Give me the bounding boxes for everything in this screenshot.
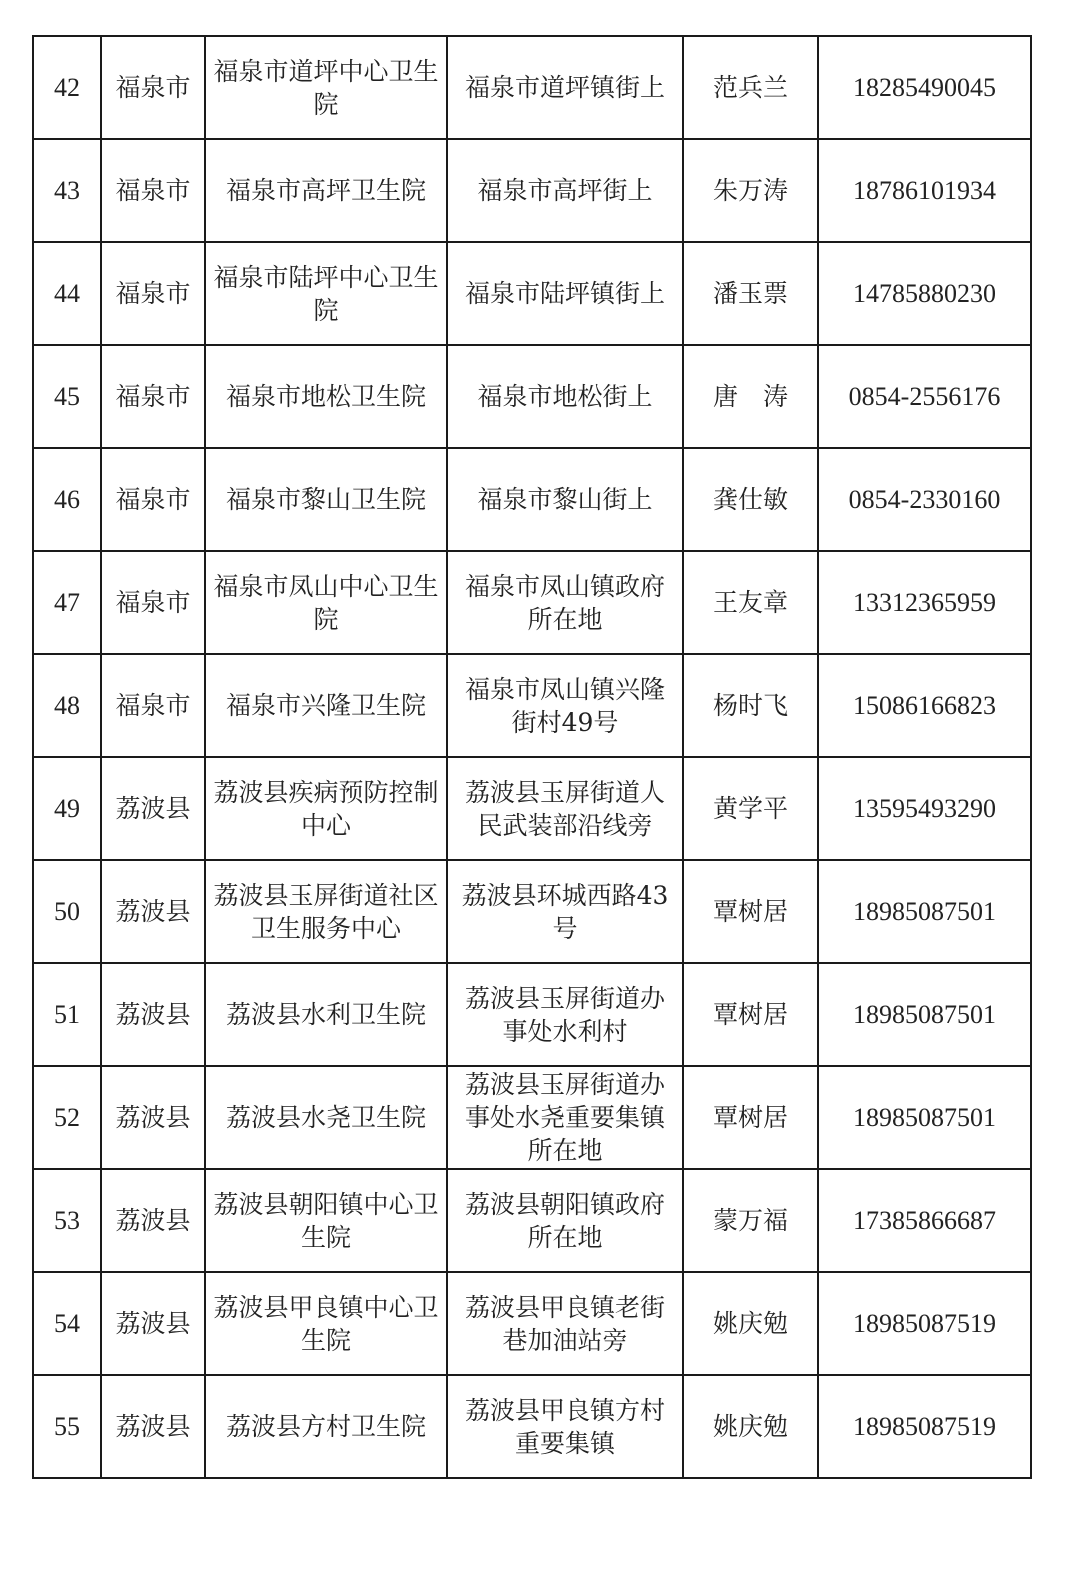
address-cell: 荔波县环城西路43号 (447, 860, 683, 963)
row-number-cell: 44 (33, 242, 101, 345)
organization-cell: 荔波县水尧卫生院 (205, 1066, 447, 1169)
address-cell: 荔波县玉屏街道人民武装部沿线旁 (447, 757, 683, 860)
contact-person-cell: 覃树居 (683, 963, 818, 1066)
contact-person-cell: 唐 涛 (683, 345, 818, 448)
county-cell: 福泉市 (101, 242, 205, 345)
organization-cell: 福泉市黎山卫生院 (205, 448, 447, 551)
contact-person-cell: 龚仕敏 (683, 448, 818, 551)
table-row (33, 242, 1031, 345)
organization-cell: 福泉市陆坪中心卫生院 (205, 242, 447, 345)
contact-person-cell: 蒙万福 (683, 1169, 818, 1272)
contact-person-cell: 覃树居 (683, 1066, 818, 1169)
address-cell: 福泉市陆坪镇街上 (447, 242, 683, 345)
row-number-cell: 49 (33, 757, 101, 860)
organization-cell: 荔波县玉屏街道社区卫生服务中心 (205, 860, 447, 963)
table-row (33, 345, 1031, 448)
phone-cell: 13595493290 (818, 757, 1031, 860)
contact-person-cell: 黄学平 (683, 757, 818, 860)
county-cell: 福泉市 (101, 654, 205, 757)
row-number-cell: 48 (33, 654, 101, 757)
row-number-cell: 46 (33, 448, 101, 551)
table-body (33, 36, 1031, 1478)
row-number-cell: 50 (33, 860, 101, 963)
phone-cell: 18985087519 (818, 1375, 1031, 1478)
address-cell: 福泉市凤山镇政府所在地 (447, 551, 683, 654)
county-cell: 荔波县 (101, 1375, 205, 1478)
address-cell: 福泉市高坪街上 (447, 139, 683, 242)
address-cell: 荔波县朝阳镇政府所在地 (447, 1169, 683, 1272)
clinic-table-container (32, 35, 1030, 1479)
organization-cell: 福泉市地松卫生院 (205, 345, 447, 448)
address-cell: 福泉市凤山镇兴隆街村49号 (447, 654, 683, 757)
table-row (33, 654, 1031, 757)
table-row (33, 1169, 1031, 1272)
row-number-cell: 42 (33, 36, 101, 139)
county-cell: 荔波县 (101, 1272, 205, 1375)
organization-cell: 荔波县朝阳镇中心卫生院 (205, 1169, 447, 1272)
phone-cell: 18985087519 (818, 1272, 1031, 1375)
organization-cell: 福泉市道坪中心卫生院 (205, 36, 447, 139)
table-row (33, 551, 1031, 654)
phone-cell: 18985087501 (818, 860, 1031, 963)
county-cell: 福泉市 (101, 448, 205, 551)
phone-cell: 0854-2330160 (818, 448, 1031, 551)
organization-cell: 福泉市兴隆卫生院 (205, 654, 447, 757)
row-number-cell: 47 (33, 551, 101, 654)
phone-cell: 18786101934 (818, 139, 1031, 242)
phone-cell: 18985087501 (818, 963, 1031, 1066)
phone-cell: 17385866687 (818, 1169, 1031, 1272)
phone-cell: 0854-2556176 (818, 345, 1031, 448)
county-cell: 荔波县 (101, 1169, 205, 1272)
table-row (33, 139, 1031, 242)
table-row (33, 1272, 1031, 1375)
contact-person-cell: 范兵兰 (683, 36, 818, 139)
county-cell: 荔波县 (101, 1066, 205, 1169)
address-cell: 荔波县玉屏街道办事处水利村 (447, 963, 683, 1066)
phone-cell: 14785880230 (818, 242, 1031, 345)
organization-cell: 福泉市凤山中心卫生院 (205, 551, 447, 654)
table-row (33, 860, 1031, 963)
address-cell: 荔波县甲良镇方村重要集镇 (447, 1375, 683, 1478)
row-number-cell: 43 (33, 139, 101, 242)
phone-cell: 15086166823 (818, 654, 1031, 757)
organization-cell: 荔波县疾病预防控制中心 (205, 757, 447, 860)
organization-cell: 荔波县水利卫生院 (205, 963, 447, 1066)
contact-person-cell: 覃树居 (683, 860, 818, 963)
row-number-cell: 45 (33, 345, 101, 448)
phone-cell: 18285490045 (818, 36, 1031, 139)
clinic-table (32, 35, 1032, 1479)
phone-cell: 18985087501 (818, 1066, 1031, 1169)
table-row (33, 757, 1031, 860)
row-number-cell: 54 (33, 1272, 101, 1375)
table-row (33, 1066, 1031, 1169)
row-number-cell: 55 (33, 1375, 101, 1478)
organization-cell: 福泉市高坪卫生院 (205, 139, 447, 242)
contact-person-cell: 姚庆勉 (683, 1375, 818, 1478)
address-cell: 荔波县玉屏街道办事处水尧重要集镇所在地 (447, 1066, 683, 1169)
contact-person-cell: 潘玉票 (683, 242, 818, 345)
table-row (33, 448, 1031, 551)
table-row (33, 36, 1031, 139)
contact-person-cell: 王友章 (683, 551, 818, 654)
county-cell: 福泉市 (101, 345, 205, 448)
county-cell: 荔波县 (101, 860, 205, 963)
county-cell: 福泉市 (101, 139, 205, 242)
row-number-cell: 51 (33, 963, 101, 1066)
address-cell: 福泉市黎山街上 (447, 448, 683, 551)
address-cell: 荔波县甲良镇老街巷加油站旁 (447, 1272, 683, 1375)
county-cell: 福泉市 (101, 36, 205, 139)
county-cell: 荔波县 (101, 757, 205, 860)
phone-cell: 13312365959 (818, 551, 1031, 654)
contact-person-cell: 杨时飞 (683, 654, 818, 757)
county-cell: 福泉市 (101, 551, 205, 654)
address-cell: 福泉市道坪镇街上 (447, 36, 683, 139)
address-cell: 福泉市地松街上 (447, 345, 683, 448)
row-number-cell: 53 (33, 1169, 101, 1272)
contact-person-cell: 朱万涛 (683, 139, 818, 242)
table-row (33, 963, 1031, 1066)
organization-cell: 荔波县方村卫生院 (205, 1375, 447, 1478)
organization-cell: 荔波县甲良镇中心卫生院 (205, 1272, 447, 1375)
table-row (33, 1375, 1031, 1478)
contact-person-cell: 姚庆勉 (683, 1272, 818, 1375)
county-cell: 荔波县 (101, 963, 205, 1066)
row-number-cell: 52 (33, 1066, 101, 1169)
